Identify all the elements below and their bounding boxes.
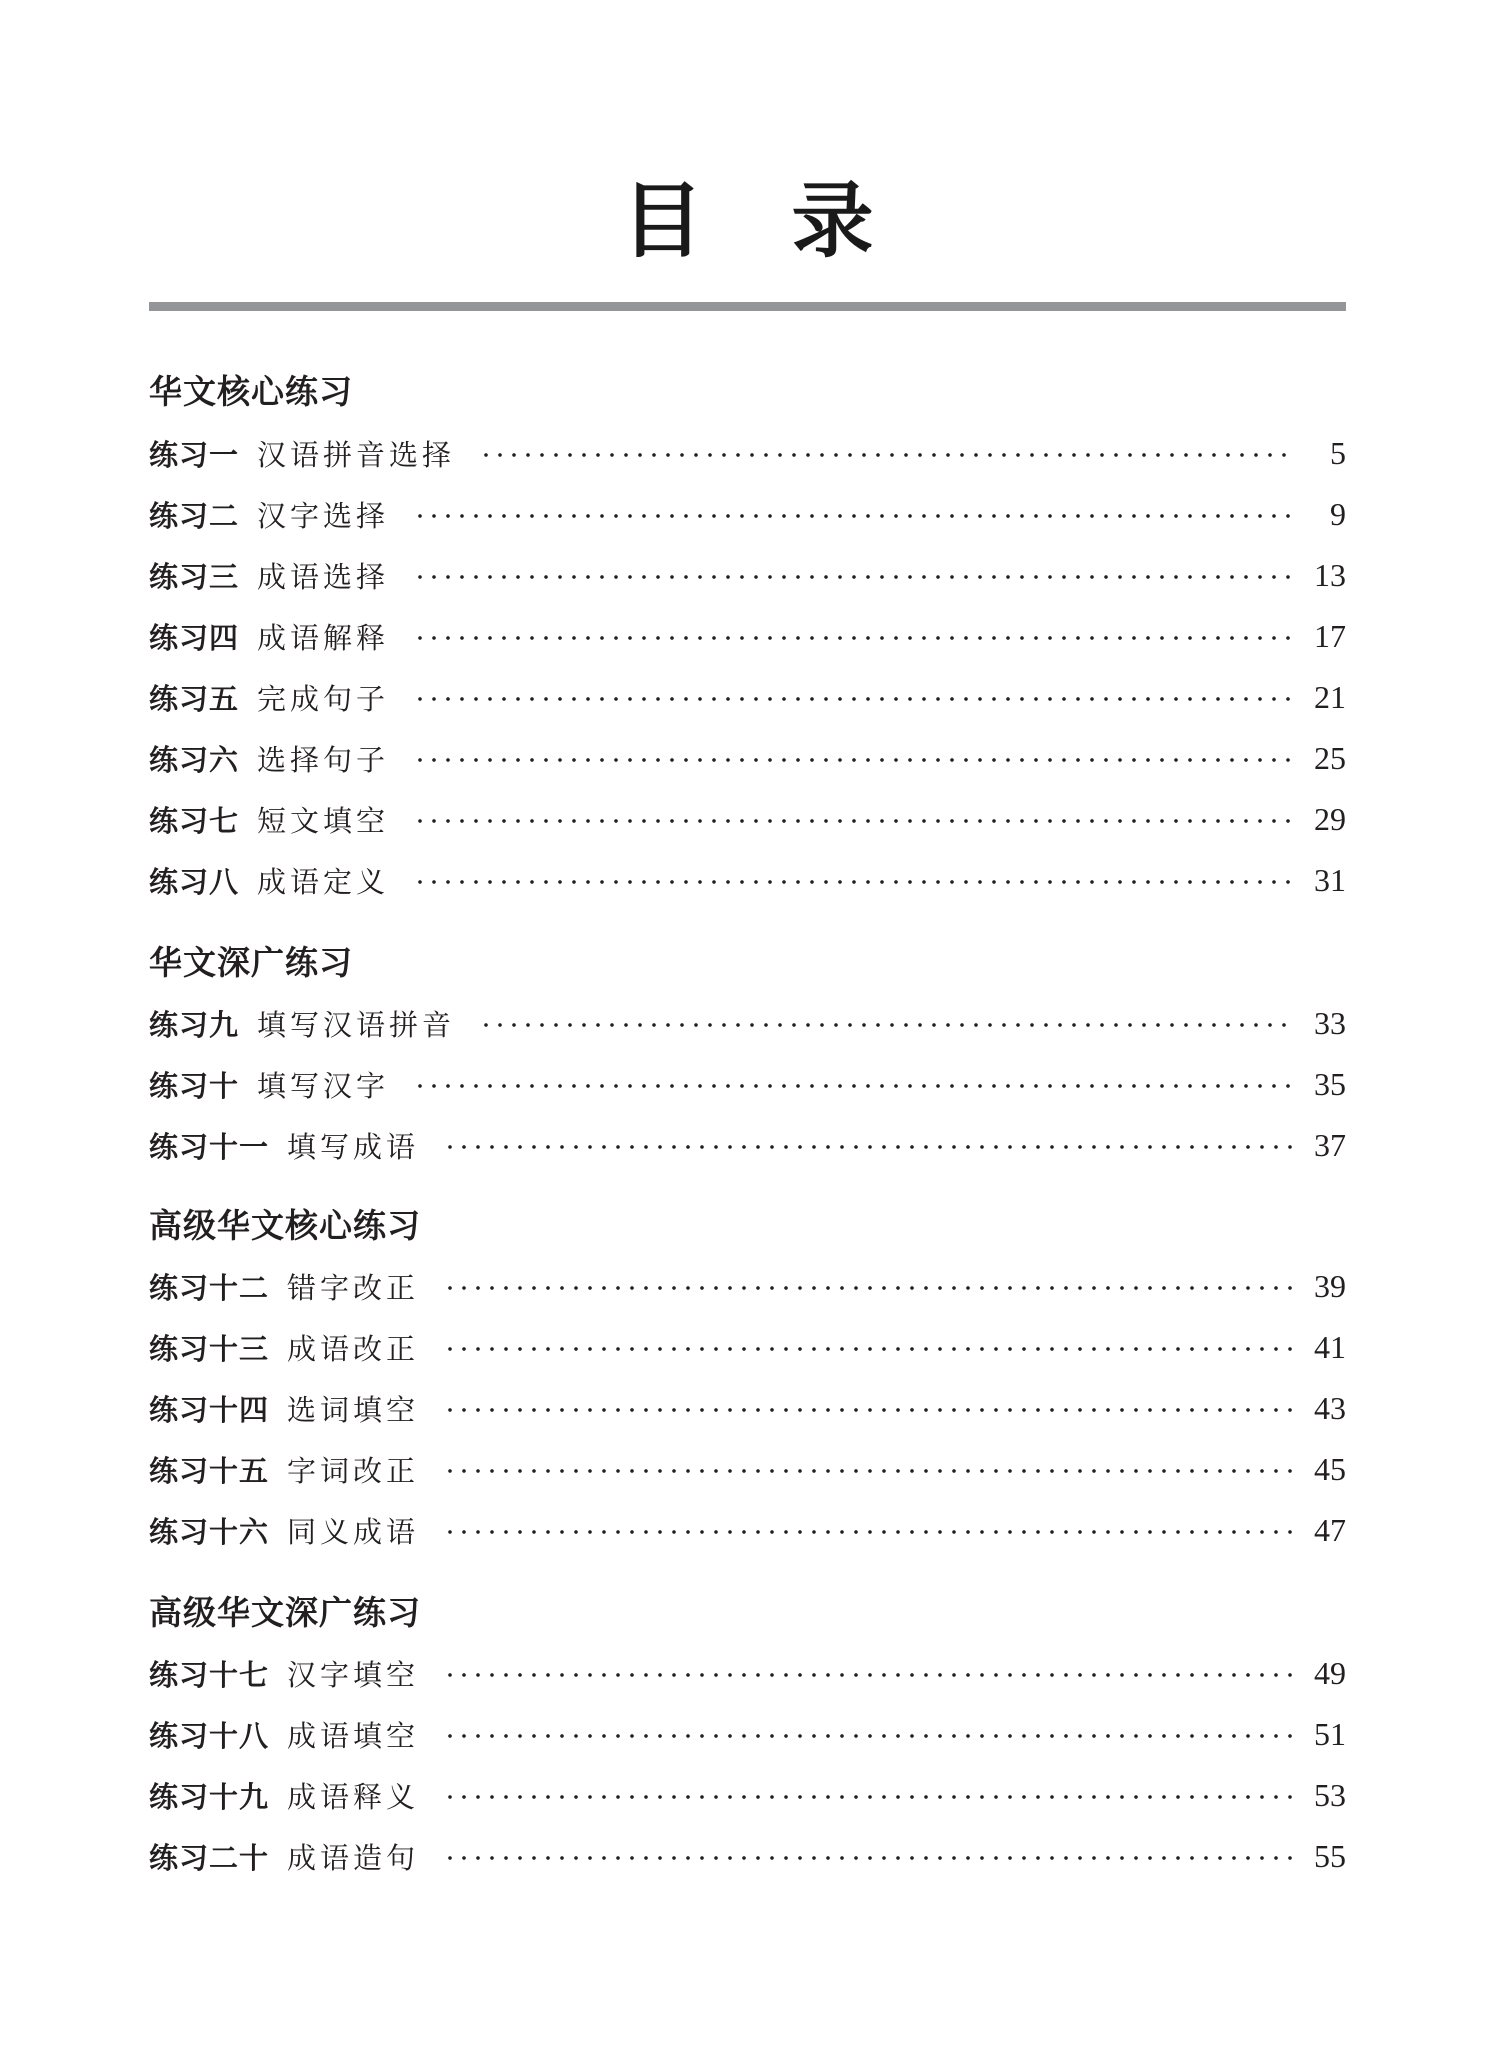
section-heading-depth: 华文深广练习 <box>149 943 353 982</box>
toc-entry[interactable] <box>149 860 1346 900</box>
dot-leader <box>413 1084 1292 1088</box>
entry-name: 填写汉语拼音 <box>257 1007 456 1042</box>
entry-name: 汉语拼音选择 <box>257 437 456 472</box>
dot-leader <box>443 1795 1292 1799</box>
entry-name: 填写汉字 <box>257 1068 390 1103</box>
entry-number: 练习十二 <box>149 1270 270 1305</box>
entry-number: 练习五 <box>149 681 240 716</box>
entry-page-number: 45 <box>1314 1450 1346 1487</box>
entry-name: 成语选择 <box>257 559 390 594</box>
dot-leader <box>413 514 1292 518</box>
dot-leader <box>413 880 1292 884</box>
toc-entry[interactable] <box>149 1775 1346 1815</box>
entry-number: 练习六 <box>149 742 240 777</box>
title-divider <box>149 302 1346 311</box>
toc-entry[interactable] <box>149 1653 1346 1693</box>
section-heading-advanced-depth: 高级华文深广练习 <box>149 1593 421 1632</box>
entry-name: 填写成语 <box>287 1129 420 1164</box>
entry-page-number: 21 <box>1314 678 1346 715</box>
entry-number: 练习四 <box>149 620 240 655</box>
entry-page-number: 43 <box>1314 1389 1346 1426</box>
entry-number: 练习十三 <box>149 1331 270 1366</box>
toc-entry[interactable] <box>149 799 1346 839</box>
toc-entry[interactable] <box>149 1064 1346 1104</box>
toc-entry[interactable] <box>149 1836 1346 1876</box>
entry-number: 练习七 <box>149 803 240 838</box>
dot-leader <box>443 1286 1292 1290</box>
entry-page-number: 5 <box>1330 434 1346 471</box>
section-heading-advanced-core: 高级华文核心练习 <box>149 1206 421 1245</box>
dot-leader <box>443 1408 1292 1412</box>
entry-page-number: 17 <box>1314 617 1346 654</box>
entry-name: 成语改正 <box>287 1331 420 1366</box>
entry-page-number: 29 <box>1314 800 1346 837</box>
entry-name: 成语造句 <box>287 1840 420 1875</box>
entry-page-number: 13 <box>1314 556 1346 593</box>
entry-number: 练习一 <box>149 437 240 472</box>
page-title-char-1: 目 <box>621 174 704 269</box>
dot-leader <box>479 1023 1292 1027</box>
toc-entry[interactable] <box>149 494 1346 534</box>
entry-name: 成语解释 <box>257 620 390 655</box>
entry-number: 练习十七 <box>149 1657 270 1692</box>
dot-leader <box>443 1347 1292 1351</box>
entry-number: 练习八 <box>149 864 240 899</box>
entry-name: 选词填空 <box>287 1392 420 1427</box>
dot-leader <box>443 1734 1292 1738</box>
entry-number: 练习十五 <box>149 1453 270 1488</box>
entry-page-number: 33 <box>1314 1004 1346 1041</box>
dot-leader <box>443 1673 1292 1677</box>
entry-page-number: 37 <box>1314 1126 1346 1163</box>
toc-entry[interactable] <box>149 616 1346 656</box>
entry-page-number: 51 <box>1314 1715 1346 1752</box>
entry-number: 练习十六 <box>149 1514 270 1549</box>
dot-leader <box>479 453 1292 457</box>
entry-number: 练习二 <box>149 498 240 533</box>
entry-page-number: 55 <box>1314 1837 1346 1874</box>
entry-name: 汉字填空 <box>287 1657 420 1692</box>
toc-entry[interactable] <box>149 1714 1346 1754</box>
toc-entry[interactable] <box>149 677 1346 717</box>
entry-page-number: 47 <box>1314 1511 1346 1548</box>
toc-entry[interactable] <box>149 1003 1346 1043</box>
entry-name: 短文填空 <box>257 803 390 838</box>
toc-entry[interactable] <box>149 555 1346 595</box>
entry-name: 字词改正 <box>287 1453 420 1488</box>
section-heading-core: 华文核心练习 <box>149 372 353 411</box>
entry-page-number: 39 <box>1314 1267 1346 1304</box>
toc-entry[interactable] <box>149 1266 1346 1306</box>
entry-page-number: 35 <box>1314 1065 1346 1102</box>
entry-name: 同义成语 <box>287 1514 420 1549</box>
entry-page-number: 41 <box>1314 1328 1346 1365</box>
dot-leader <box>413 575 1292 579</box>
entry-page-number: 9 <box>1330 495 1346 532</box>
entry-name: 错字改正 <box>287 1270 420 1305</box>
entry-page-number: 53 <box>1314 1776 1346 1813</box>
entry-number: 练习十四 <box>149 1392 270 1427</box>
page-title <box>149 172 1346 272</box>
dot-leader <box>443 1856 1292 1860</box>
entry-number: 练习十一 <box>149 1129 270 1164</box>
entry-page-number: 25 <box>1314 739 1346 776</box>
dot-leader <box>413 636 1292 640</box>
entry-number: 练习十九 <box>149 1779 270 1814</box>
dot-leader <box>443 1145 1292 1149</box>
entry-number: 练习三 <box>149 559 240 594</box>
entry-name: 汉字选择 <box>257 498 390 533</box>
toc-entry[interactable] <box>149 1125 1346 1165</box>
entry-name: 成语填空 <box>287 1718 420 1753</box>
entry-name: 成语释义 <box>287 1779 420 1814</box>
entry-name: 成语定义 <box>257 864 390 899</box>
toc-entry[interactable] <box>149 1388 1346 1428</box>
toc-entry[interactable] <box>149 1327 1346 1367</box>
toc-entry[interactable] <box>149 1449 1346 1489</box>
entry-number: 练习十八 <box>149 1718 270 1753</box>
entry-name: 选择句子 <box>257 742 390 777</box>
entry-page-number: 31 <box>1314 861 1346 898</box>
dot-leader <box>413 758 1292 762</box>
page-title-char-2: 录 <box>791 174 874 269</box>
entry-number: 练习九 <box>149 1007 240 1042</box>
entry-number: 练习二十 <box>149 1840 270 1875</box>
toc-entry[interactable] <box>149 738 1346 778</box>
dot-leader <box>443 1530 1292 1534</box>
entry-name: 完成句子 <box>257 681 390 716</box>
dot-leader <box>413 819 1292 823</box>
dot-leader <box>413 697 1292 701</box>
entry-number: 练习十 <box>149 1068 240 1103</box>
entry-page-number: 49 <box>1314 1654 1346 1691</box>
dot-leader <box>443 1469 1292 1473</box>
toc-entry[interactable] <box>149 1510 1346 1550</box>
toc-entry[interactable] <box>149 433 1346 473</box>
